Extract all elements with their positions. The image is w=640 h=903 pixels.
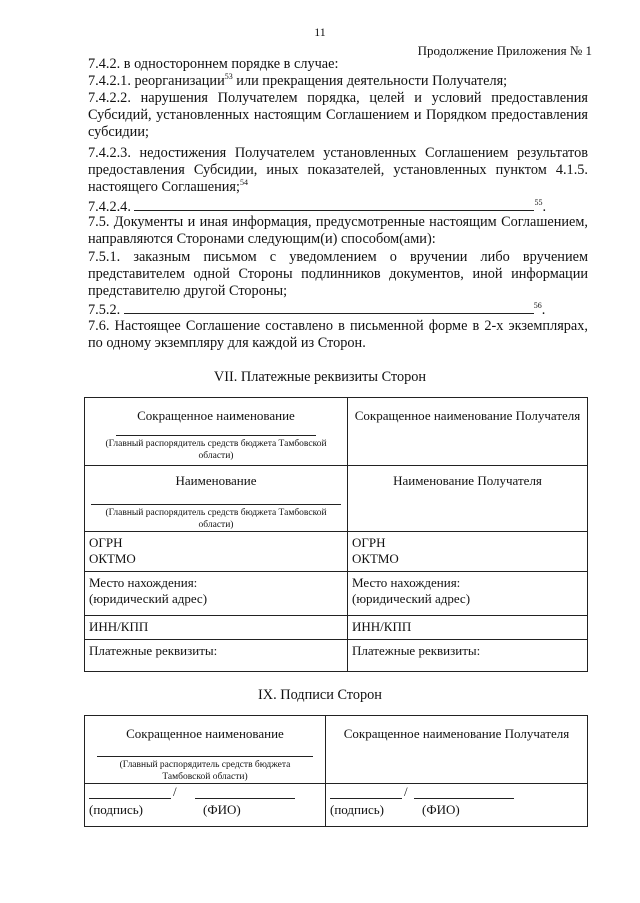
signatures-table <box>84 715 588 827</box>
cell-name-right <box>348 466 588 532</box>
clause-7-4-2-1-text: 7.4.2.1. реорганизации <box>88 73 225 89</box>
signatures-heading: IX. Подписи Сторон <box>258 687 382 703</box>
blank-line <box>124 301 534 314</box>
cell-location-left <box>85 572 348 616</box>
cell-sig-left <box>85 716 326 784</box>
slash: / <box>173 784 177 799</box>
legal-address-label: (юридический адрес) <box>89 591 208 606</box>
footnote-56: 56 <box>533 301 542 311</box>
location-label: Место нахождения: <box>89 575 198 590</box>
cell-sign-right <box>326 784 588 827</box>
cell-payment-left <box>85 640 348 672</box>
clause-7-4-2-3-text: 7.4.2.3. недостижения Получателем установленных Соглашением результатов предоставления Субсидии, иных показателей, установленных пунктом 4.1.5. настоящего Соглашения; <box>88 145 588 195</box>
sig-left-caption: (Главный распорядитель средств бюджета Тамбовской области) <box>119 760 291 782</box>
clause-7-5-1: 7.5.1. заказным письмом с уведомлением о вручении либо вручением представителем одной Стороны подлинников документов, иной информации представителю другой Стороны; <box>88 249 588 299</box>
cell-ogrn-right <box>348 532 588 572</box>
ogrn-label: ОГРН <box>352 535 386 550</box>
cell-inn-left <box>85 616 348 640</box>
ogrn-label: ОГРН <box>89 535 123 550</box>
clause-7-4-2: 7.4.2. в одностороннем порядке в случае: <box>88 56 339 72</box>
left-caption: (Главный распорядитель средств бюджета Тамбовской области) <box>105 508 327 530</box>
payment-label: Платежные реквизиты: <box>89 643 218 658</box>
fio-label: (ФИО) <box>422 802 460 817</box>
oktmo-label: ОКТМО <box>352 551 399 566</box>
sign-label: (подпись) <box>330 802 384 817</box>
left-caption: (Главный распорядитель средств бюджета Тамбовской области) <box>105 439 327 461</box>
continuation-label: Продолжение Приложения № 1 <box>417 43 592 58</box>
underline <box>97 756 313 757</box>
short-name-right-label: Сокращенное наименование Получателя <box>354 408 581 423</box>
location-label: Место нахождения: <box>352 575 461 590</box>
slash: / <box>404 784 408 799</box>
requisites-heading: VII. Платежные реквизиты Сторон <box>213 369 427 385</box>
cell-ogrn-left <box>85 532 348 572</box>
footnote-54: 54 <box>239 178 248 188</box>
short-name-left-label: Сокращенное наименование <box>137 408 295 423</box>
clause-7-5-2 <box>88 301 545 319</box>
cell-short-name-right <box>348 398 588 466</box>
sign-label: (подпись) <box>89 802 143 817</box>
clause-7-4-2-2 <box>88 90 588 141</box>
legal-address-label: (юридический адрес) <box>352 591 471 606</box>
cell-name-left <box>85 466 348 532</box>
clause-7-5: 7.5. Документы и иная информация, предусмотренные настоящим Соглашением, направляются Сторонами следующим(и) способом(ами): <box>88 214 588 247</box>
clause-7-4-2-3 <box>88 145 588 196</box>
fio-line <box>195 798 295 799</box>
sig-short-name-right: Сокращенное наименование Получателя <box>343 726 570 741</box>
cell-inn-right <box>348 616 588 640</box>
cell-short-name-left <box>85 398 348 466</box>
cell-location-right <box>348 572 588 616</box>
clause-7-6: 7.6. Настоящее Соглашение составлено в письменной форме в 2-х экземплярах, по одному экземпляру для каждой из Сторон. <box>88 318 588 351</box>
fio-label: (ФИО) <box>203 802 241 817</box>
inn-kpp-label: ИНН/КПП <box>89 619 149 634</box>
footnote-55: 55 <box>534 198 543 208</box>
underline <box>91 504 341 505</box>
page-number: 11 <box>314 25 326 39</box>
clause-7-4-2-1 <box>88 73 507 90</box>
clause-7-4-2-4-number: 7.4.2.4. <box>88 199 131 215</box>
cell-payment-right <box>348 640 588 672</box>
period: . <box>542 199 547 215</box>
cell-sign-left <box>85 784 326 827</box>
oktmo-label: ОКТМО <box>89 551 136 566</box>
period: . <box>541 302 546 318</box>
footnote-53: 53 <box>224 72 233 82</box>
fio-line <box>414 798 514 799</box>
blank-line <box>134 198 534 211</box>
signature-line <box>89 798 171 799</box>
name-left-label: Наименование <box>175 473 257 488</box>
requisites-table <box>84 397 588 672</box>
underline <box>116 435 316 436</box>
payment-label: Платежные реквизиты: <box>352 643 481 658</box>
inn-kpp-label: ИНН/КПП <box>352 619 412 634</box>
clause-7-4-2-1-text-end: или прекращения деятельности Получателя; <box>232 73 508 89</box>
cell-sig-right <box>326 716 588 784</box>
clause-7-4-2-2-text: 7.4.2.2. нарушения Получателем порядка, целей и условий предоставления Субсидий, установленных настоящим Соглашением и Порядком предоставления субсидии; <box>88 90 588 140</box>
name-right-label: Наименование Получателя <box>393 473 542 488</box>
sig-short-name-left: Сокращенное наименование <box>126 726 284 741</box>
clause-7-5-2-number: 7.5.2. <box>88 302 121 318</box>
signature-line <box>330 798 402 799</box>
